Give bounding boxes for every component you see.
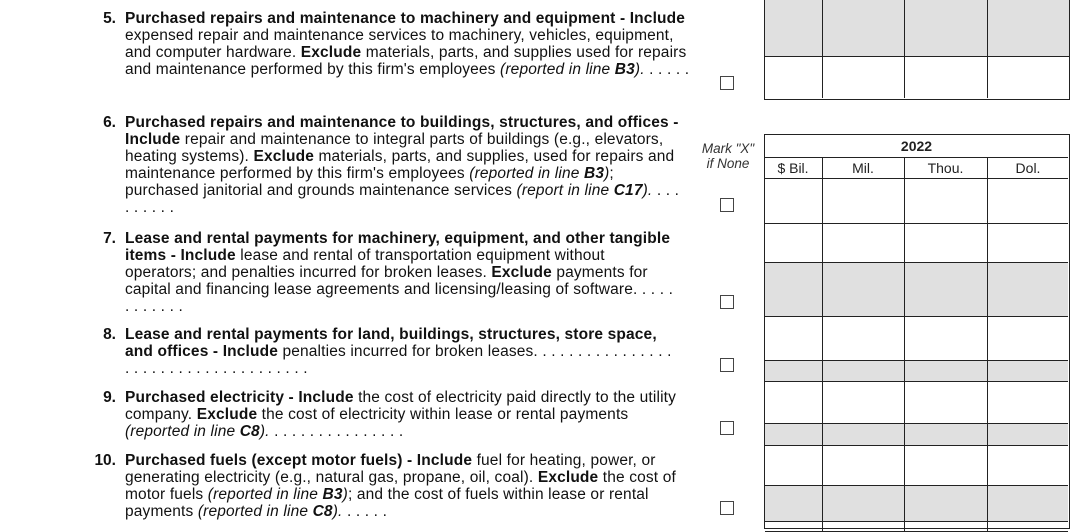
amount-grid-item-5 (764, 0, 1070, 100)
year-header (765, 135, 1068, 158)
shaded-cell (905, 263, 988, 317)
column-header-mil (823, 158, 905, 179)
text-run: lease and rental of transportation equipment without operators; and penalties incurred for broken leases. (125, 247, 605, 281)
text-run: the cost of electricity within lease or rental payments (257, 406, 629, 423)
item-number: 8. (103, 326, 116, 343)
none-checkbox-item-10[interactable] (720, 501, 734, 515)
item-number: 5. (103, 10, 116, 27)
shaded-cell (765, 486, 823, 522)
amount-cell-mil[interactable] (823, 446, 905, 486)
column-label: Thou. (927, 160, 964, 176)
amount-cell-dol[interactable] (988, 382, 1068, 424)
text-run: ). (259, 423, 270, 440)
shaded-cell (905, 361, 988, 382)
shaded-cell (823, 486, 905, 522)
column-header-thou (905, 158, 988, 179)
text-run: B3 (614, 61, 635, 78)
text-run: B3 (583, 165, 605, 182)
amount-cell-thou[interactable] (905, 382, 988, 424)
text-run: Exclude (253, 148, 314, 165)
text-run: ). (332, 503, 343, 520)
year-label: 2022 (900, 138, 933, 154)
amount-cell-mil[interactable] (823, 57, 905, 98)
text-run: Exclude (491, 264, 552, 281)
text-run: Exclude (196, 406, 258, 423)
text-run: (reported in line (207, 486, 323, 503)
text-run: (reported in line (125, 423, 240, 440)
shaded-cell (905, 486, 988, 522)
item-number: 6. (103, 114, 116, 131)
text-run: ; purchased janitorial and grounds maintenance services (125, 165, 614, 199)
text-run: . . . . . . . . . . . . . . . (269, 423, 404, 440)
amount-cell-bil[interactable] (765, 57, 823, 98)
item-number: 9. (103, 389, 116, 406)
text-run: B3 (322, 486, 343, 503)
text-run: ). (634, 61, 645, 78)
amount-cell-bil[interactable] (765, 317, 823, 361)
column-header-bil (765, 158, 823, 179)
text-run: . . . . . . . . . (125, 182, 680, 216)
text-run: Purchased repairs and maintenance to buildings, structures, and offices - Include (125, 114, 679, 148)
text-run: ; and the cost of fuels within lease or rental payments (125, 486, 649, 520)
none-checkbox-item-5[interactable] (720, 76, 734, 90)
text-run: payments for capital and financing lease agreements and licensing/leasing of software. . . . . . . . . . . . (125, 264, 674, 315)
text-run: (reported in line (469, 165, 584, 182)
column-label: Mil. (852, 160, 874, 176)
amount-grid (764, 134, 1070, 529)
mark-x-if-none-label (692, 141, 764, 171)
amount-cell-bil[interactable] (765, 446, 823, 486)
shaded-cell (765, 424, 823, 446)
shaded-cell (988, 361, 1068, 382)
text-run: (reported in line (197, 503, 313, 520)
text-run: Lease and rental payments for machinery, equipment, and other tangible items - Include (125, 230, 671, 264)
text-run: expensed repair and maintenance services to machinery, vehicles, equipment, and computer hardware. (125, 27, 674, 61)
item-number: 7. (103, 230, 116, 247)
none-checkbox-item-6[interactable] (720, 198, 734, 212)
shaded-cell (823, 0, 905, 57)
text-run: materials, parts, and supplies used for repairs and maintenance performed by this firm's employees (125, 44, 687, 78)
amount-cell-dol[interactable] (988, 446, 1068, 486)
text-run: Exclude (300, 44, 362, 61)
item-text (125, 230, 677, 315)
text-run: . . . . . (342, 503, 388, 520)
amount-cell-mil[interactable] (823, 522, 905, 532)
shaded-cell (765, 263, 823, 317)
amount-cell-bil[interactable] (765, 522, 823, 532)
mark-x-line2: if None (706, 156, 750, 171)
item-text (125, 114, 685, 216)
text-run: the cost of motor fuels (125, 469, 676, 503)
amount-cell-dol[interactable] (988, 522, 1068, 532)
amount-cell-thou[interactable] (905, 57, 988, 98)
item-text (125, 389, 695, 440)
column-label: $ Bil. (777, 160, 809, 176)
shaded-cell (988, 486, 1068, 522)
shaded-cell (988, 424, 1068, 446)
amount-cell-dol[interactable] (988, 179, 1068, 224)
text-run: penalties incurred for broken leases. . . . . . . . . . . . . . . . . . . . . . . . . . . . . . . . . . . . . (125, 343, 672, 377)
text-run: ). (642, 182, 653, 199)
text-run: C8 (312, 503, 333, 520)
text-run: Purchased electricity - Include (125, 389, 354, 406)
text-run: ) (342, 486, 348, 503)
shaded-cell (905, 424, 988, 446)
amount-cell-thou[interactable] (905, 224, 988, 263)
shaded-cell (765, 0, 823, 57)
item-text (125, 10, 695, 78)
text-run: C8 (239, 423, 260, 440)
text-run: repair and maintenance to integral parts of buildings (e.g., elevators, heating systems). (125, 131, 664, 165)
amount-cell-thou[interactable] (905, 522, 988, 532)
shaded-cell (823, 424, 905, 446)
text-run: C17 (613, 182, 643, 199)
none-checkbox-item-9[interactable] (720, 421, 734, 435)
amount-cell-mil[interactable] (823, 224, 905, 263)
shaded-cell (988, 263, 1068, 317)
shaded-cell (823, 263, 905, 317)
text-run: materials, parts, and supplies, used for repairs and maintenance performed by this firm's employees (125, 148, 675, 182)
item-text (125, 452, 685, 520)
amount-cell-bil[interactable] (765, 382, 823, 424)
shaded-cell (988, 0, 1069, 57)
column-label: Dol. (1015, 160, 1041, 176)
amount-cell-bil[interactable] (765, 179, 823, 224)
text-run: fuel for heating, power, or generating electricity (e.g., natural gas, propane, oil, coal). (125, 452, 656, 486)
item-text (125, 326, 677, 377)
shaded-cell (765, 361, 823, 382)
text-run: Purchased fuels (except motor fuels) - Include (125, 452, 473, 469)
text-run: (reported in line (500, 61, 615, 78)
amount-cell-bil[interactable] (765, 224, 823, 263)
amount-cell-mil[interactable] (823, 382, 905, 424)
amount-cell-dol[interactable] (988, 224, 1068, 263)
shaded-cell (823, 361, 905, 382)
text-run: the cost of electricity paid directly to the utility company. (125, 389, 677, 423)
shaded-cell (905, 0, 988, 57)
none-checkbox-item-8[interactable] (720, 358, 734, 372)
column-header-dol (988, 158, 1068, 179)
item-number: 10. (94, 452, 116, 469)
amount-cell-dol[interactable] (988, 57, 1069, 98)
text-run: Lease and rental payments for land, buildings, structures, store space, and offices - Include (125, 326, 657, 360)
amount-cell-thou[interactable] (905, 317, 988, 361)
amount-cell-thou[interactable] (905, 179, 988, 224)
amount-cell-mil[interactable] (823, 317, 905, 361)
amount-cell-thou[interactable] (905, 446, 988, 486)
text-run: Purchased repairs and maintenance to machinery and equipment - Include (125, 10, 686, 27)
text-run: Exclude (537, 469, 599, 486)
none-checkbox-item-7[interactable] (720, 295, 734, 309)
text-run: (report in line (516, 182, 614, 199)
amount-cell-mil[interactable] (823, 179, 905, 224)
mark-x-line1: Mark "X" (701, 141, 755, 156)
text-run: . . . . . (644, 61, 690, 78)
amount-cell-dol[interactable] (988, 317, 1068, 361)
text-run: ) (604, 165, 610, 182)
